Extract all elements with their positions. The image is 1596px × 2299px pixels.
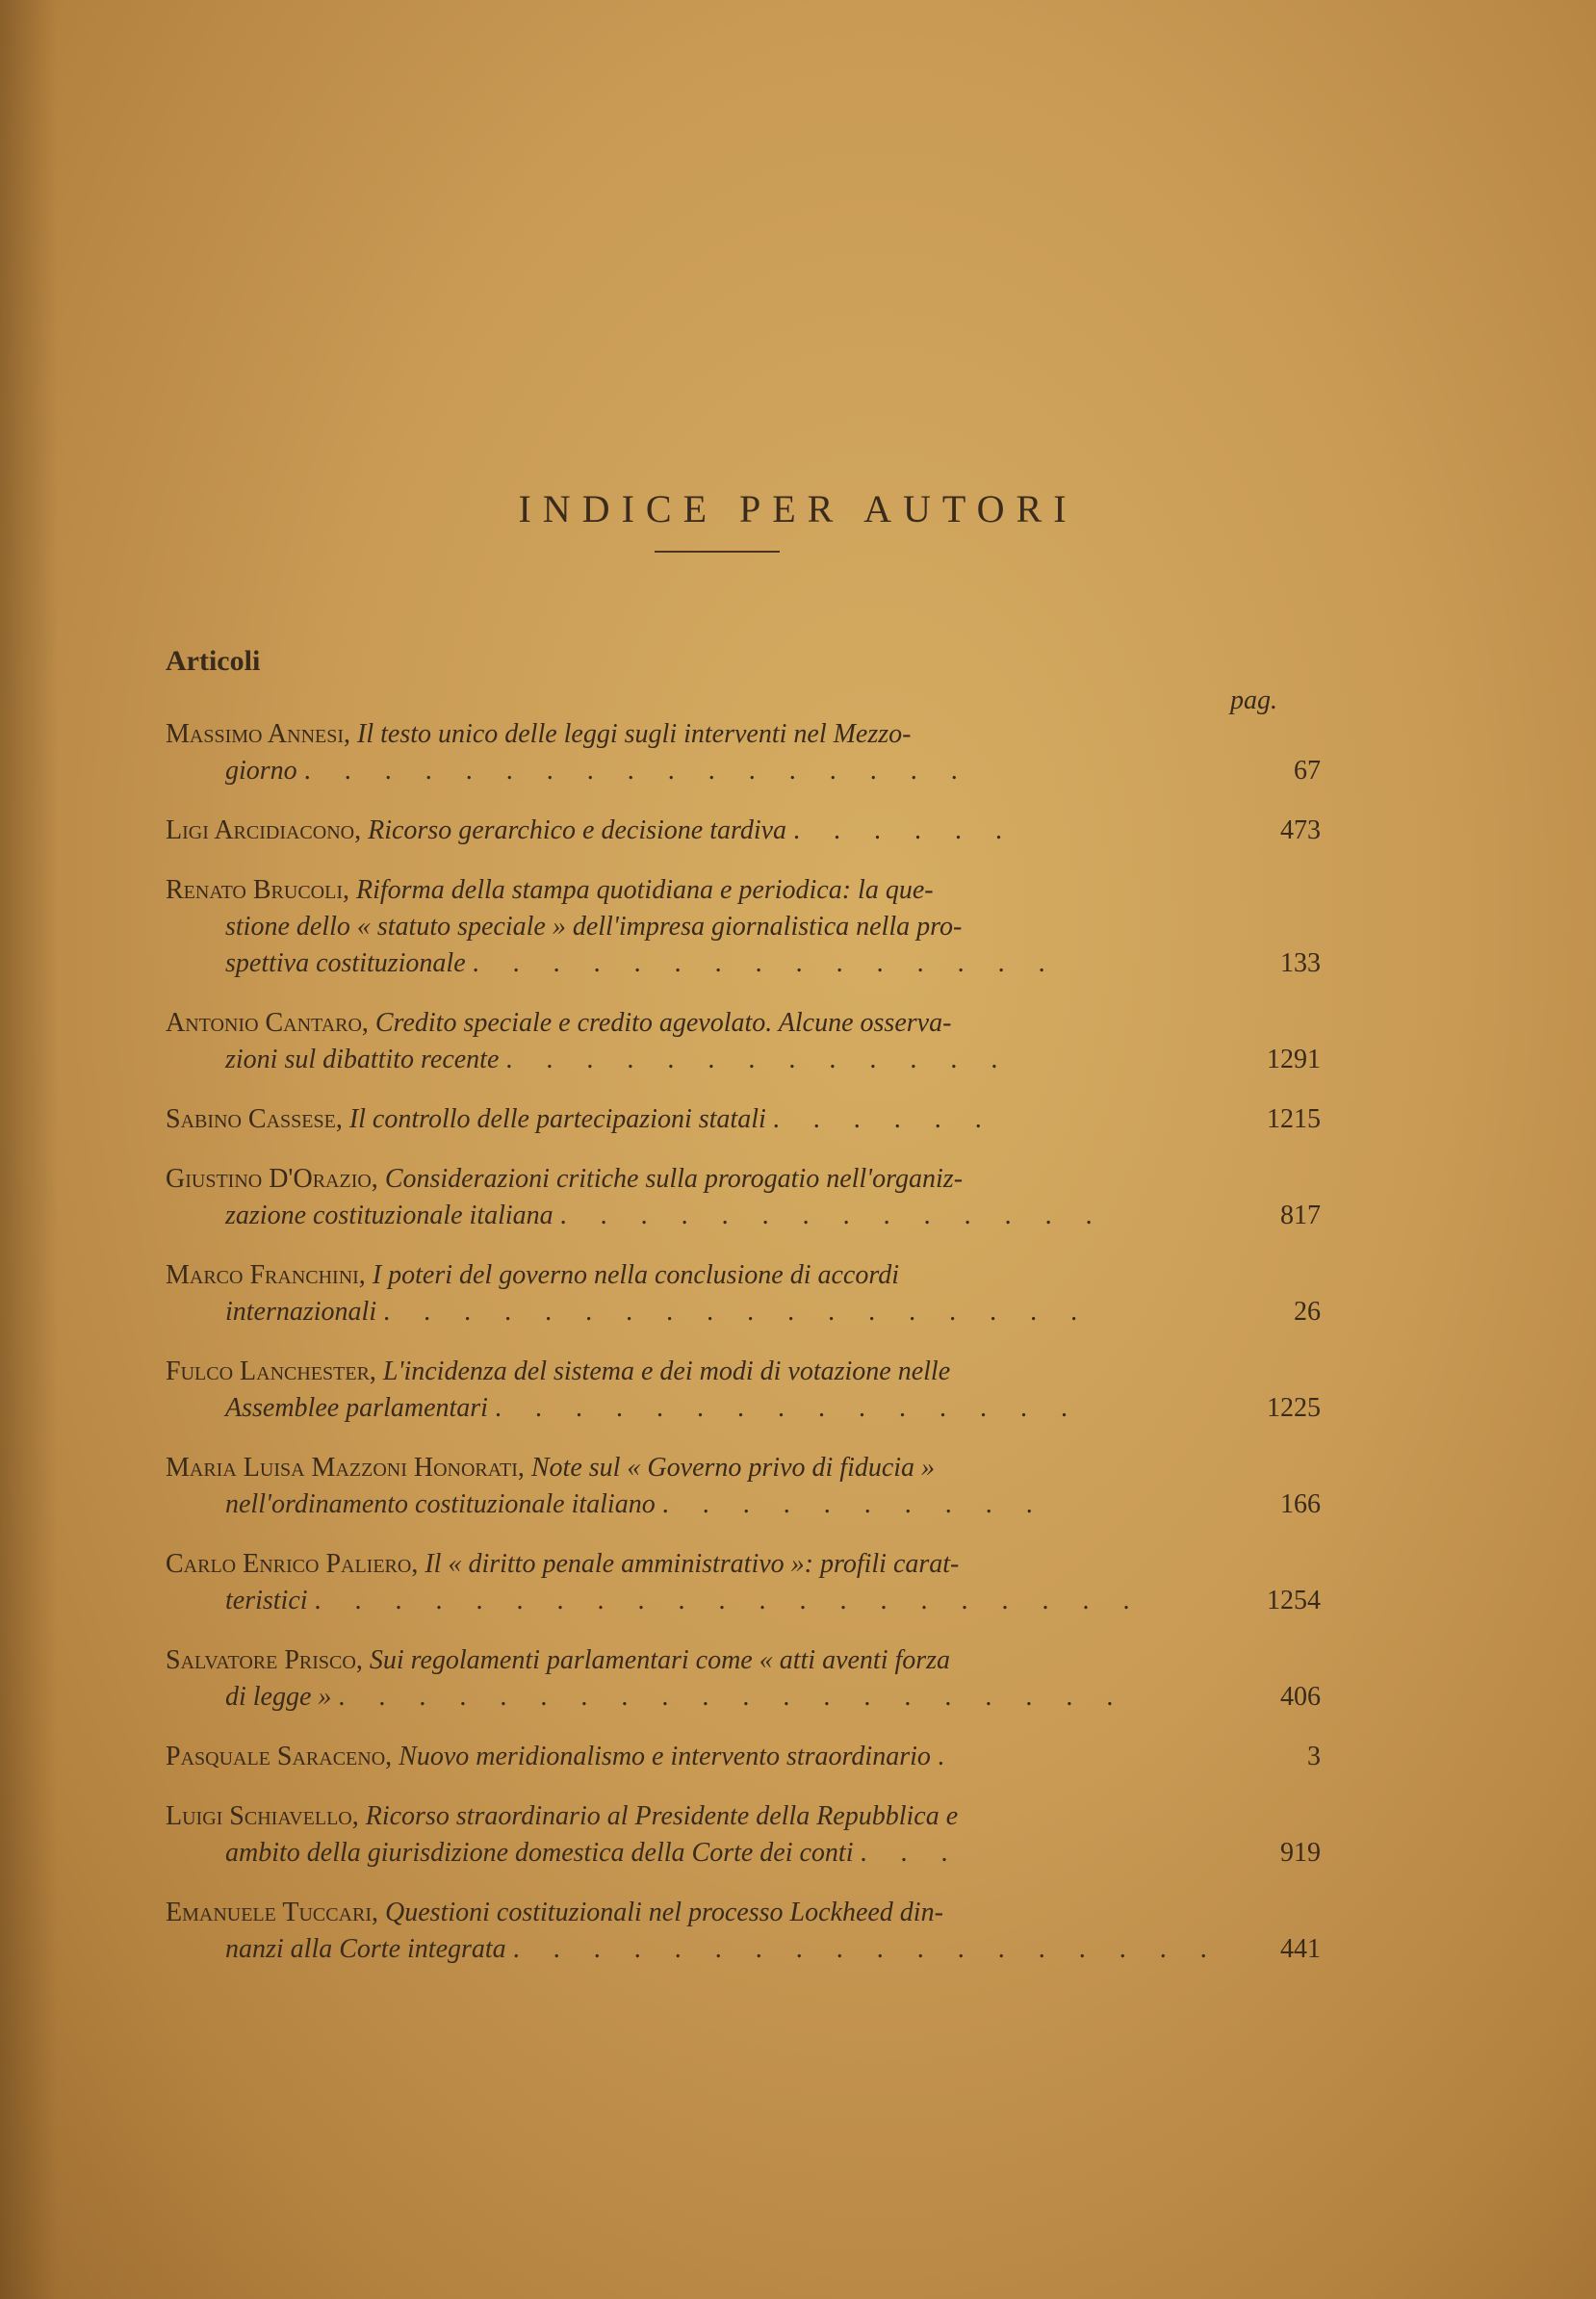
entry-page: 67	[1294, 756, 1321, 786]
entry-author: Ligi Arcidiacono,	[166, 815, 362, 845]
entry-title: Il testo unico delle leggi sugli interventi nel Mezzo-	[350, 719, 912, 749]
entry-page: 26	[1294, 1297, 1321, 1327]
entry-author: Emanuele Tuccari,	[166, 1898, 379, 1927]
entry-title: Credito speciale e credito agevolato. Alcune osserva-	[368, 1008, 952, 1038]
entry-title: Ricorso straordinario al Presidente della Repubblica e	[358, 1801, 959, 1831]
entry-title-cont: zioni sul dibattito recente	[225, 1045, 500, 1074]
entry-page: 166	[1280, 1489, 1321, 1519]
entry-title-cont: stione dello « statuto speciale » dell'impresa giornalistica nella pro-	[225, 912, 963, 942]
entry-author: Pasquale Saraceno,	[166, 1742, 393, 1771]
index-entry: Fulco Lanchester, L'incidenza del sistema e dei modi di votazione nelle Assemblee parlamentari . . . . . . . . . . . . . . . 1225	[166, 1354, 1321, 1427]
index-entry: Massimo Annesi, Il testo unico delle leggi sugli interventi nel Mezzo- giorno . . . . . . . . . . . . . . . . . 67	[166, 716, 1321, 789]
index-entry: Luigi Schiavello, Ricorso straordinario al Presidente della Repubblica e ambito della giurisdizione domestica della Corte dei conti . . . 919	[166, 1798, 1321, 1872]
index-entry: Giustino D'Orazio, Considerazioni critiche sulla prorogatio nell'organiz- zazione costituzionale italiana . . . . . . . . . . . . . . 817	[166, 1161, 1321, 1234]
entry-title-cont: nell'ordinamento costituzionale italiano	[225, 1489, 656, 1519]
entry-page: 441	[1280, 1934, 1321, 1964]
entry-page: 1225	[1267, 1393, 1321, 1423]
entry-title: Il controllo delle partecipazioni statali	[342, 1104, 766, 1134]
index-entry: Marco Franchini, I poteri del governo nella conclusione di accordi internazionali . . . . . . . . . . . . . . . . . . 26	[166, 1257, 1321, 1330]
index-entry: Emanuele Tuccari, Questioni costituzionali nel processo Lockheed din- nanzi alla Corte integrata . . . . . . . . . . . . . . . . . . 441	[166, 1895, 1321, 1968]
entry-title-cont: giorno	[225, 756, 297, 786]
entry-page: 406	[1280, 1682, 1321, 1712]
entry-title: Note sul « Governo privo di fiducia »	[524, 1453, 936, 1483]
section-label: Articoli	[166, 645, 261, 677]
entry-author: Luigi Schiavello,	[166, 1801, 359, 1831]
entry-title: Nuovo meridionalismo e intervento straordinario	[392, 1742, 931, 1771]
index-entry: Renato Brucoli, Riforma della stampa quotidiana e periodica: la que- stione dello « statuto speciale » dell'impresa giornalistica nella pro- spettiva costituzionale . . . . . . . . . . . . . . . 133	[166, 872, 1321, 982]
entry-author: Massimo Annesi,	[166, 719, 351, 749]
entry-title-cont: zazione costituzionale italiana	[225, 1201, 553, 1230]
entry-page: 1215	[1267, 1104, 1321, 1134]
entry-title: L'incidenza del sistema e dei modi di votazione nelle	[375, 1356, 951, 1386]
entry-title-cont: spettiva costituzionale	[225, 948, 466, 978]
entry-page: 817	[1280, 1201, 1321, 1230]
index-entry: Carlo Enrico Paliero, Il « diritto penale amministrativo »: profili carat- teristici . . . . . . . . . . . . . . . . . . . . . 1254	[166, 1546, 1321, 1619]
entry-title: Riforma della stampa quotidiana e periodica: la que-	[348, 875, 934, 905]
entry-author: Renato Brucoli,	[166, 875, 349, 905]
entry-author: Giustino D'Orazio,	[166, 1164, 378, 1194]
index-entry: Pasquale Saraceno, Nuovo meridionalismo e intervento straordinario . 3	[166, 1739, 1321, 1775]
entry-title: Questioni costituzionali nel processo Lockheed din-	[378, 1898, 943, 1927]
entry-page: 3	[1307, 1742, 1321, 1771]
page-column-label: pag.	[1230, 685, 1277, 715]
entry-author: Antonio Cantaro,	[166, 1008, 369, 1038]
entry-author: Carlo Enrico Paliero,	[166, 1549, 419, 1579]
entry-author: Fulco Lanchester,	[166, 1356, 376, 1386]
index-title: INDICE PER AUTORI	[518, 487, 1078, 530]
entry-title-cont: di legge »	[225, 1682, 332, 1712]
entry-title-cont: nanzi alla Corte integrata	[225, 1934, 506, 1964]
entry-page: 1291	[1267, 1045, 1321, 1074]
title-rule	[655, 551, 780, 553]
entry-title: Sui regolamenti parlamentari come « atti aventi forza	[362, 1645, 951, 1675]
entry-title: Il « diritto penale amministrativo »: profili carat-	[418, 1549, 960, 1579]
entry-author: Salvatore Prisco,	[166, 1645, 363, 1675]
entry-page: 1254	[1267, 1586, 1321, 1615]
entry-page: 919	[1280, 1838, 1321, 1868]
entry-page: 473	[1280, 815, 1321, 845]
index-entry: Salvatore Prisco, Sui regolamenti parlamentari come « atti aventi forza di legge » . . . . . . . . . . . . . . . . . . . . 406	[166, 1642, 1321, 1716]
entry-title-cont: internazionali	[225, 1297, 377, 1327]
index-entry: Antonio Cantaro, Credito speciale e credito agevolato. Alcune osserva- zioni sul dibattito recente . . . . . . . . . . . . . 1291	[166, 1005, 1321, 1078]
entry-author: Maria Luisa Mazzoni Honorati,	[166, 1453, 525, 1483]
entry-title: Ricorso gerarchico e decisione tardiva	[361, 815, 787, 845]
entry-title-cont: Assemblee parlamentari	[225, 1393, 488, 1423]
entry-title-cont: teristici	[225, 1586, 308, 1615]
entry-title: I poteri del governo nella conclusione di accordi	[365, 1260, 899, 1290]
index-entry: Sabino Cassese, Il controllo delle partecipazioni statali . . . . . . 1215	[166, 1101, 1321, 1138]
entry-page: 133	[1280, 948, 1321, 978]
entry-author: Sabino Cassese,	[166, 1104, 343, 1134]
entry-title: Considerazioni critiche sulla prorogatio nell'organiz-	[377, 1164, 964, 1194]
index-entry: Ligi Arcidiacono, Ricorso gerarchico e decisione tardiva . . . . . . 473	[166, 813, 1321, 849]
entry-author: Marco Franchini,	[166, 1260, 366, 1290]
page-edge-shadow	[0, 0, 58, 2299]
entry-title-cont: ambito della giurisdizione domestica della Corte dei conti	[225, 1838, 854, 1868]
entry-list	[166, 716, 1321, 1968]
index-entry: Maria Luisa Mazzoni Honorati, Note sul « Governo privo di fiducia » nell'ordinamento costituzionale italiano . . . . . . . . . . 166	[166, 1450, 1321, 1523]
